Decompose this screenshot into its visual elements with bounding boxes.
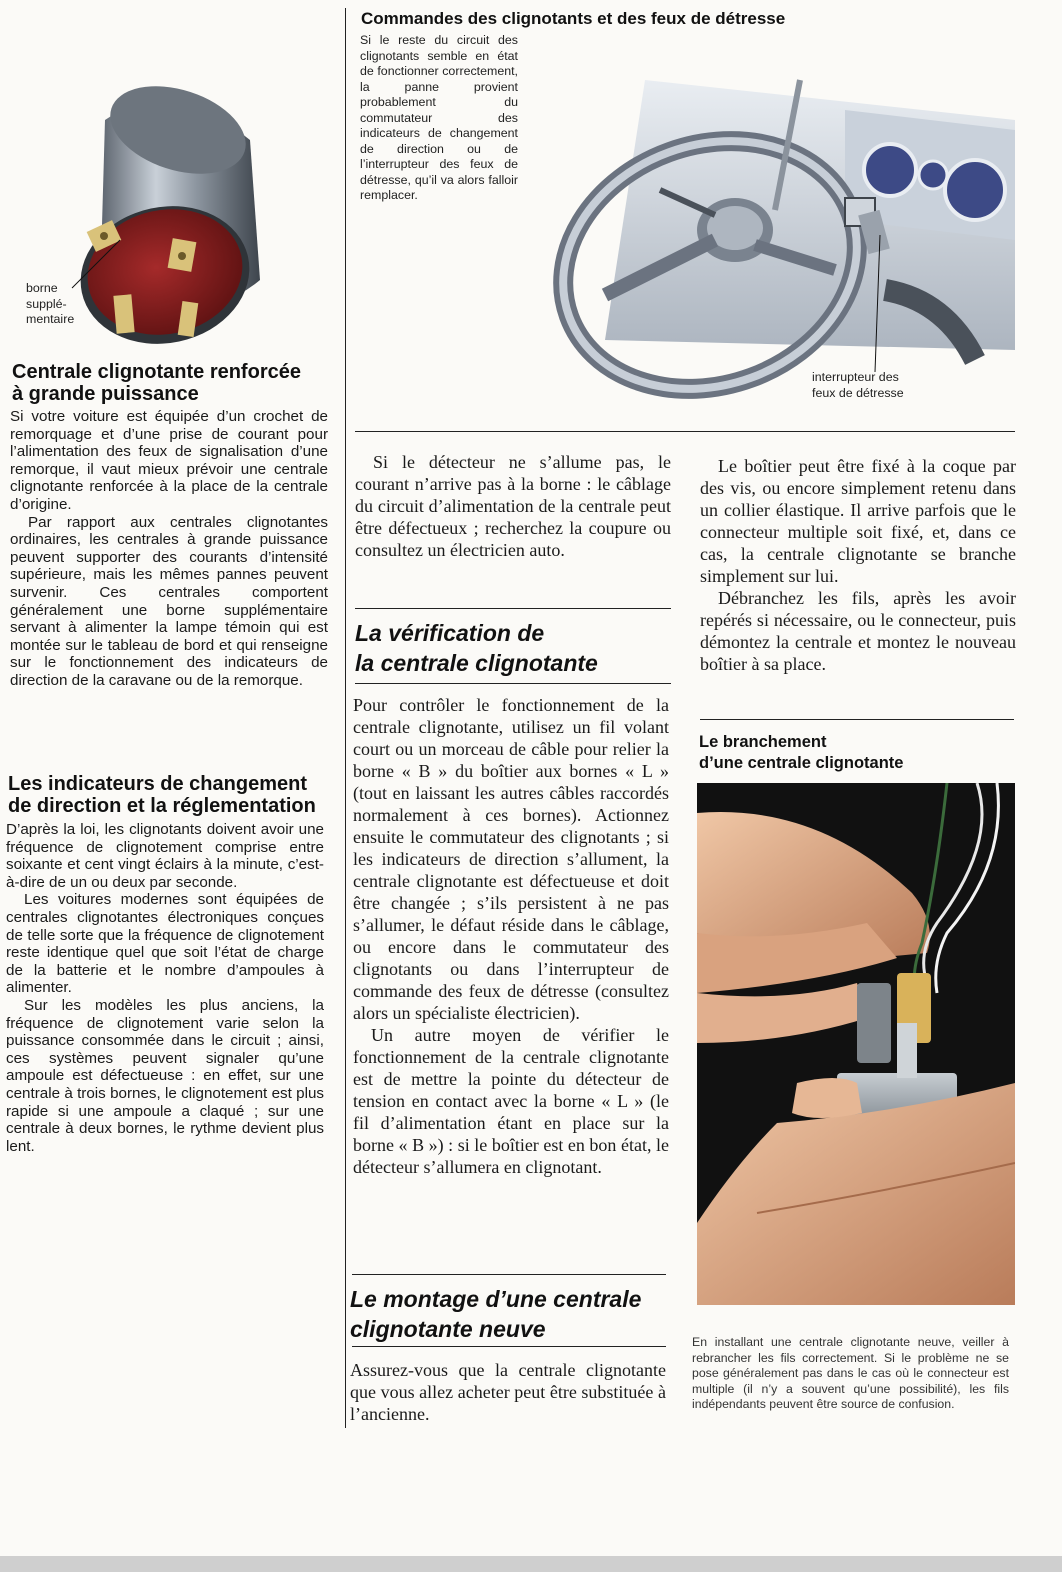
paragraph: Un autre moyen de vérifier le fonctionnement de la centrale clignotante est de mettre la pointe du détecteur de tension en contact avec la borne « L » (le fil d’alimentation étant en place sur la borne « B ») : si le boîtier est en bon état, le détecteur s’allumera en clignotant. <box>353 1025 669 1177</box>
right-column-body <box>700 455 1016 675</box>
extra-terminal-label: borne supplé- mentaire <box>26 281 75 326</box>
commandes-title: Commandes des clignotants et des feux de détresse <box>361 9 786 28</box>
paragraph: Débranchez les fils, après les avoir repérés si nécessaire, ou le connecteur, puis démontez la centrale et montez le nouveau boîtier à sa place. <box>700 588 1016 674</box>
section-title-verification: La vérification de la centrale clignotante <box>355 620 598 676</box>
horizontal-rule <box>700 719 1014 720</box>
section-title-heavy-duty-flasher: Centrale clignotante renforcée à grande puissance <box>12 361 301 405</box>
wiring-photo <box>697 783 1015 1305</box>
wiring-photo-illustration <box>697 783 1015 1305</box>
paragraph: Sur les modèles les plus anciens, la fréquence de clignotement varie selon la puissance consommée dans le circuit ; ainsi, ces systèmes peuvent signaler qu’une ampoule est défectueuse : en effet, sur une centrale à trois bornes, le clignotement est plus rapide si une ampoule a claqué ; sur une centrale à deux bornes, le rythme devient plus lent. <box>6 996 324 1155</box>
scan-edge <box>0 1556 1062 1572</box>
horizontal-rule <box>355 683 671 684</box>
section-title-regulation: Les indicateurs de changement de direction et la réglementation <box>8 773 316 817</box>
detector-paragraph: Si le détecteur ne s’allume pas, le courant n’arrive pas à la borne : le câblage du circuit d’alimentation de la centrale peut être défectueux ; recherchez la coupure ou consultez un électricien auto. <box>355 452 671 560</box>
hazard-switch-label: interrupteur des feux de détresse <box>812 370 904 400</box>
section-body-heavy-duty-flasher <box>10 408 328 690</box>
column-divider <box>345 8 346 1428</box>
paragraph: D’après la loi, les clignotants doivent avoir une fréquence de clignotement comprise entre soixante et cent vingt éclairs à la minute, c’est-à-dire de un ou deux par seconde. <box>6 821 324 891</box>
paragraph: Le boîtier peut être fixé à la coque par des vis, ou encore simplement retenu dans un collier élastique. Il arrive parfois que le connecteur multiple soit fixé, et, dans ce cas, la centrale clignotante se branche simplement sur lui. <box>700 456 1016 586</box>
verification-body <box>353 694 669 1178</box>
section-title-montage: Le montage d’une centrale clignotante neuve <box>350 1286 642 1342</box>
horizontal-rule <box>352 1274 666 1275</box>
paragraph: Pour contrôler le fonctionnement de la centrale clignotante, utilisez un fil volant court ou un morceau de câble pour relier la borne « B » du boîtier aux bornes « L » (tout en laissant les autres câbles raccordés normalement à ces bornes). Actionnez ensuite le commutateur des clignotants ; si les indicateurs de direction s’allument, la centrale clignotante est défectueuse et doit être changée ; s’ils persistent à ne pas s’allumer, le défaut réside dans le câblage, ou encore dans le commutateur des clignotants ou dans l’interrupteur de commande des feux de détresse (consultez alors un spécialiste électricien). <box>353 695 669 1023</box>
horizontal-rule <box>355 431 1015 432</box>
paragraph: Par rapport aux centrales clignotantes ordinaires, les centrales à grande puissance peuvent supporter des courants d’intensité supérieure, mais les mêmes pannes peuvent survenir. Ces centrales comportent généralement une borne supplémentaire servant à alimenter la lampe témoin qui est montée sur le tableau de bord et qui renseigne sur le fonctionnement des indicateurs de direction de la caravane ou de la remorque. <box>10 513 328 689</box>
horizontal-rule <box>355 608 671 609</box>
commandes-text: Si le reste du circuit des clignotants semble en état de fonctionner correctement, la panne provient probablement du commutateur des indicateurs de changement de direction ou de l’interrupteur des feux de détresse, qu’il va alors falloir remplacer. <box>360 33 518 202</box>
paragraph: Si votre voiture est équipée d’un crochet de remorquage et d’une prise de courant pour l’alimentation des feux de signalisation d’une remorque, il vaut mieux prévoir une centrale clignotante renforcée à la place de la centrale d’origine. <box>10 408 328 513</box>
paragraph: Les voitures modernes sont équipées de centrales clignotantes électroniques conçues de telle sorte que la fréquence de clignotement reste identique quel que soit l’état de charge de la batterie et le nombre d’ampoules à alimenter. <box>6 891 324 997</box>
dashboard-illustration <box>545 40 1025 410</box>
montage-paragraph: Assurez-vous que la centrale clignotante que vous allez acheter peut être substituée à l’ancienne. <box>350 1360 666 1424</box>
photo-caption: En installant une centrale clignotante neuve, veiller à rebrancher les fils correctement. Si le problème ne se pose généralement pas dans le cas où le connecteur est multiple (il n’y a souvent qu’une possibilité), les fils indépendants peuvent être source de confusion. <box>692 1335 1009 1411</box>
branch-title: Le branchement d’une centrale clignotante <box>699 733 904 772</box>
section-body-regulation <box>6 821 324 1155</box>
dashboard-figure <box>545 40 1025 410</box>
horizontal-rule <box>352 1346 666 1347</box>
